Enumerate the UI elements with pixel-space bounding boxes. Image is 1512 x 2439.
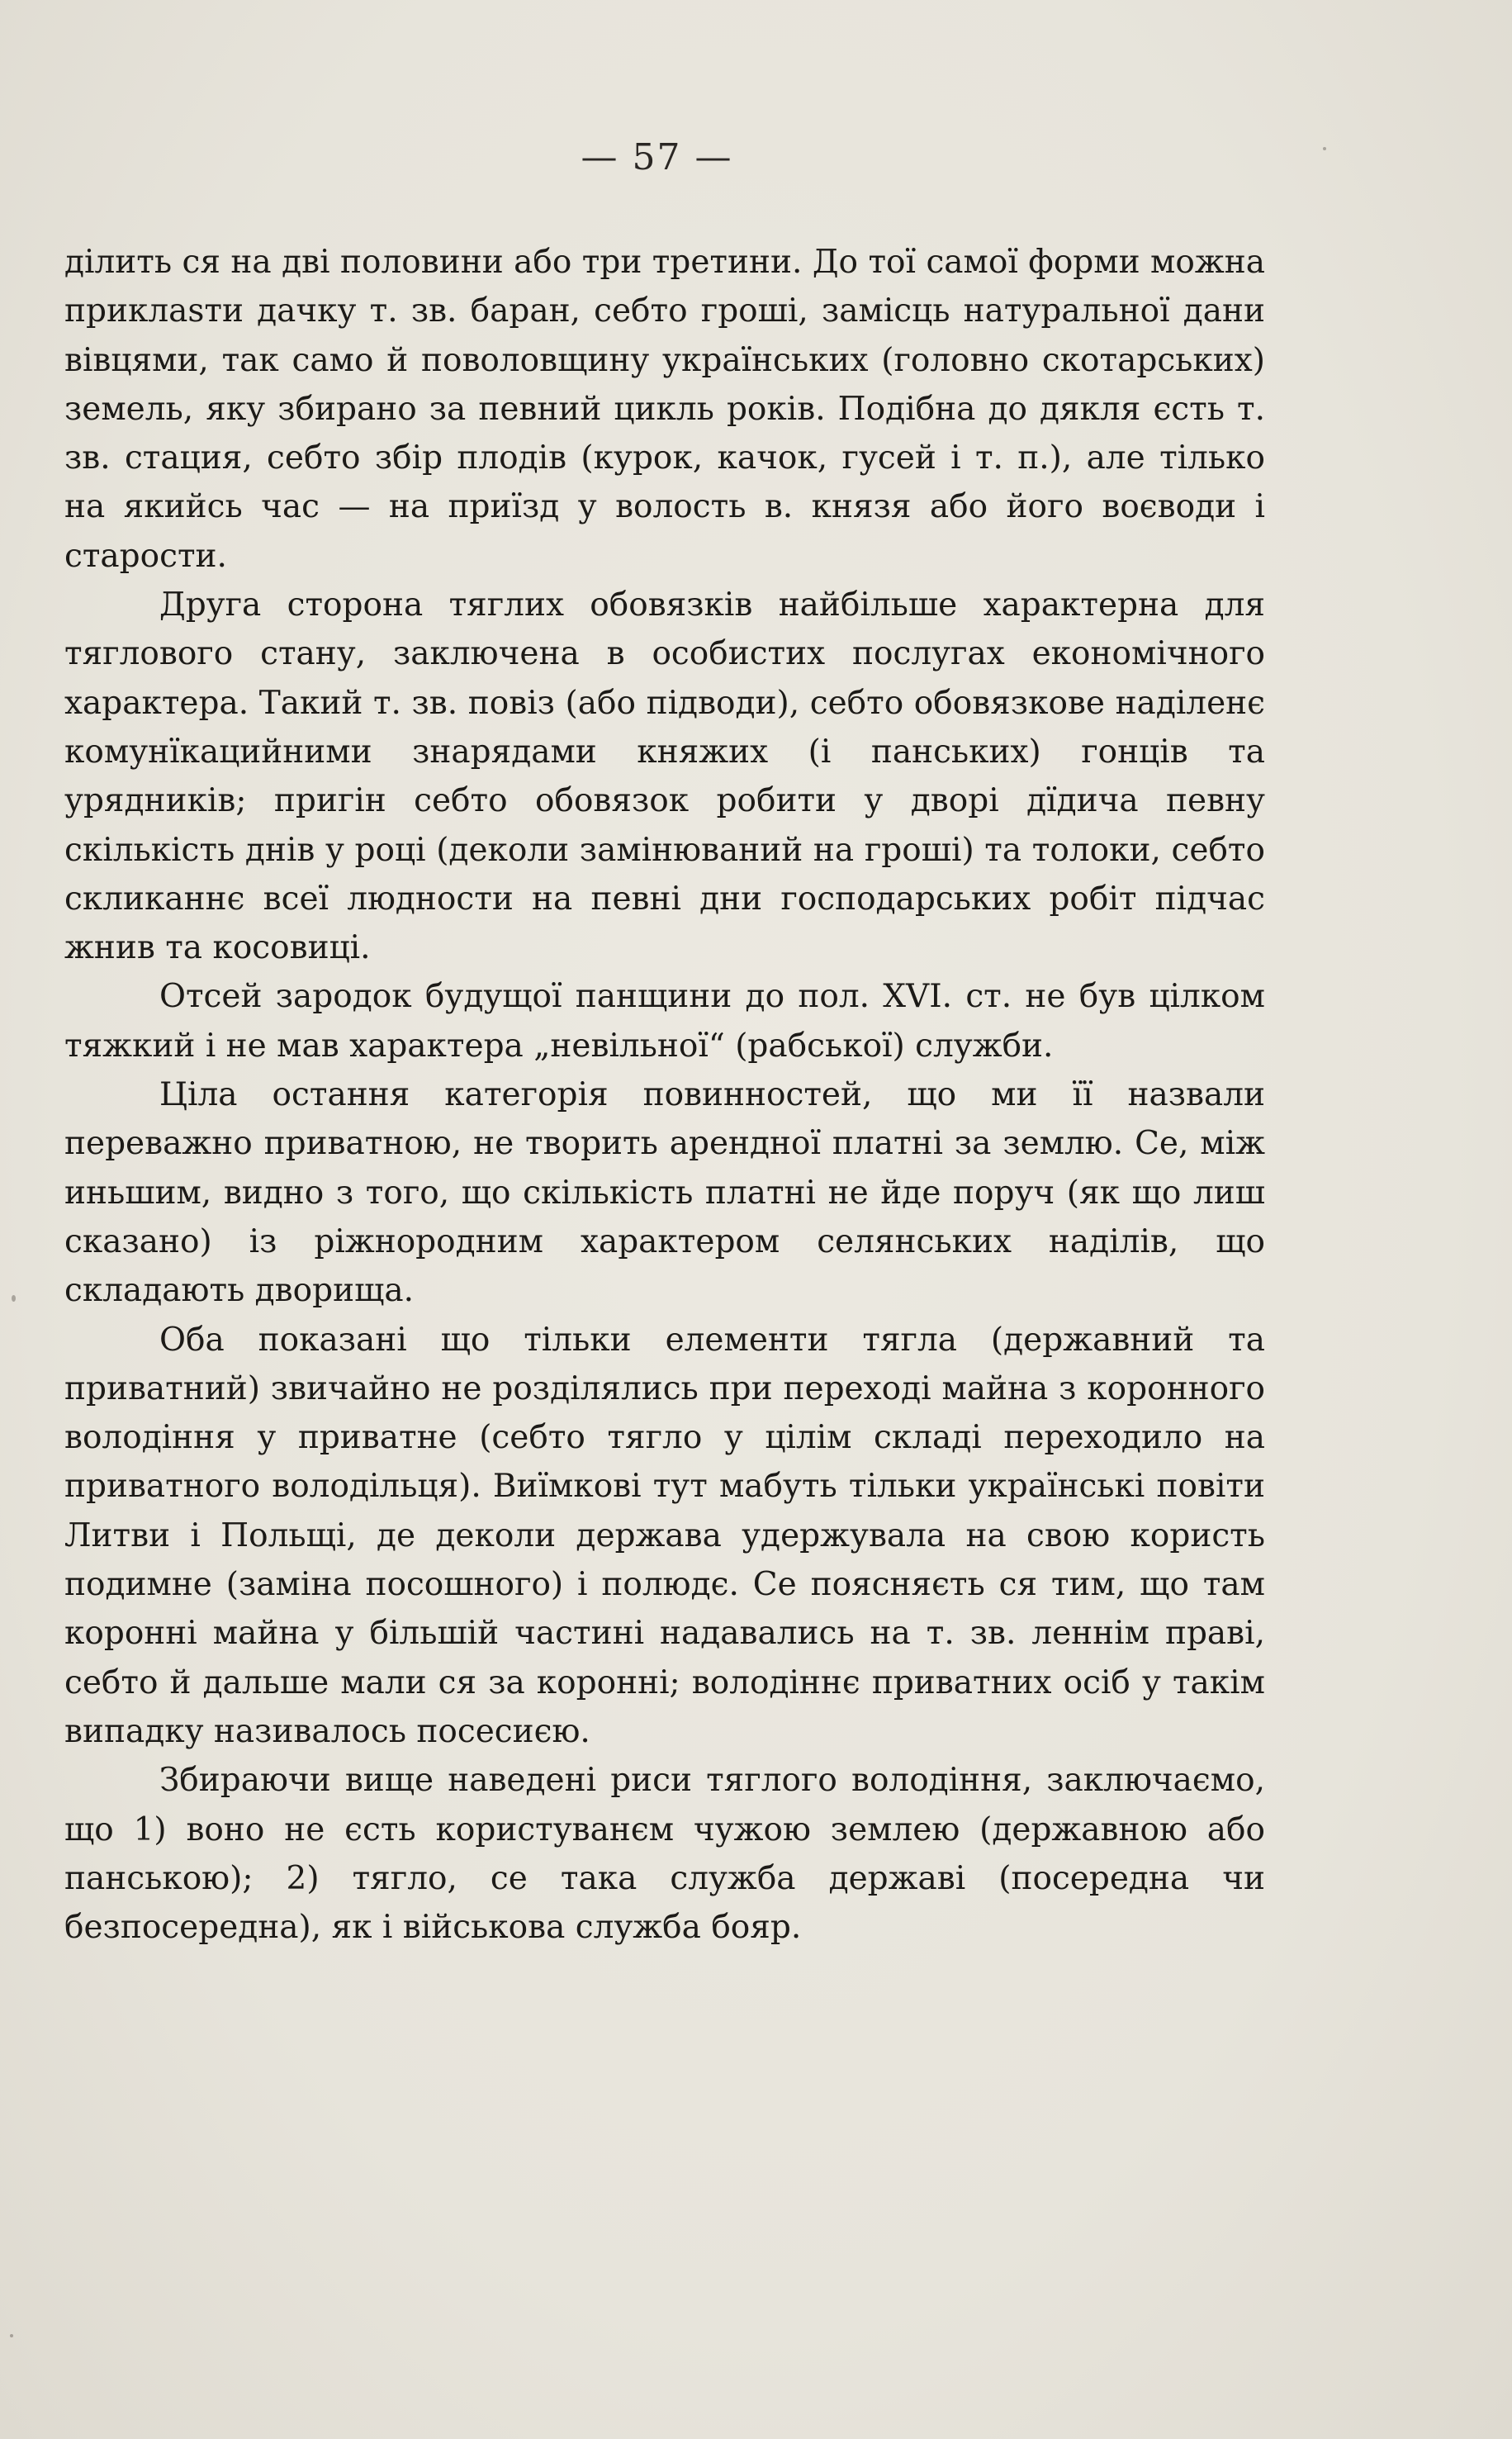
page-number: — 57 — (581, 136, 733, 178)
paragraph-5: Оба показані що тільки елементи тягла (державний та приватний) звичайно не розділялись при переході майна з коронного володіння у приватне (себто тягло у цілім складі переходило на приватного володільця). Виїмкові тут мабуть тільки українські повіти Литви і Польщі, де деколи держава удержувала на свою користь подимне (заміна посошного) і полюдє. Се поясняєть ся тим, що там коронні майна у більшій частині надавались на т. зв. леннім праві, себто й дальше мали ся за коронні; володіннє приватних осіб у такім випадку називалось посесиєю. (64, 1321, 1265, 1750)
paragraph-1: ділить ся на дві половини або три третини. До тої самої форми можна приклasти дачку т. зв. баран, себто гроші, замісць натуральної дани вівцями, так само й поволовщину українських (головно скотарських) земель, яку збирано за певний цикль років. Подібна до дякля єсть т. зв. стация, себто збір плодів (курок, качок, гусей і т. п.), але тілько на якийсь час — на приїзд у волость в. князя або його воєводи і старости. (64, 244, 1265, 575)
body-text (64, 238, 1265, 1952)
paragraph-6: Збираючи вище наведені риси тяглого володіння, заключаємо, що 1) воно не єсть користуванєм чужою землею (державною або панською); 2) тягло, се така служба державі (посередна чи безпосередна), як і військова служба бояр. (64, 1762, 1265, 1947)
paragraph-4: Ціла остання категорія повинностей, що ми її назвали переважно приватною, не творить арендної платні за землю. Се, між иньшим, видно з того, що скількість платні не йде поруч (як що лиш сказано) із ріжнородним характером селянських наділів, що складають дворища. (64, 1076, 1265, 1310)
paper-speck (1323, 147, 1326, 150)
paper-speck (10, 2334, 13, 2337)
paragraph-3: Отсей зародок будущої панщини до пол. XVI. ст. не був цілком тяжкий і не мав характера „невільної“ (рабської) служби. (64, 978, 1265, 1065)
paper-speck (12, 1295, 16, 1302)
paragraph-2: Друга сторона тяглих обовязків найбільше характерна для тяглового стану, заключена в особистих послугах економічного характера. Такий т. зв. повіз (або підводи), себто обовязкове наділенє комунїкацийними знарядами княжих (і панських) гонців та урядників; пригін себто обовязок робити у дворі дїдича певну скількість днів у році (деколи замінюваний на гроші) та толоки, себто скликаннє всеї людности на певні дни господарських робіт підчас жнив та косовиці. (64, 586, 1265, 967)
